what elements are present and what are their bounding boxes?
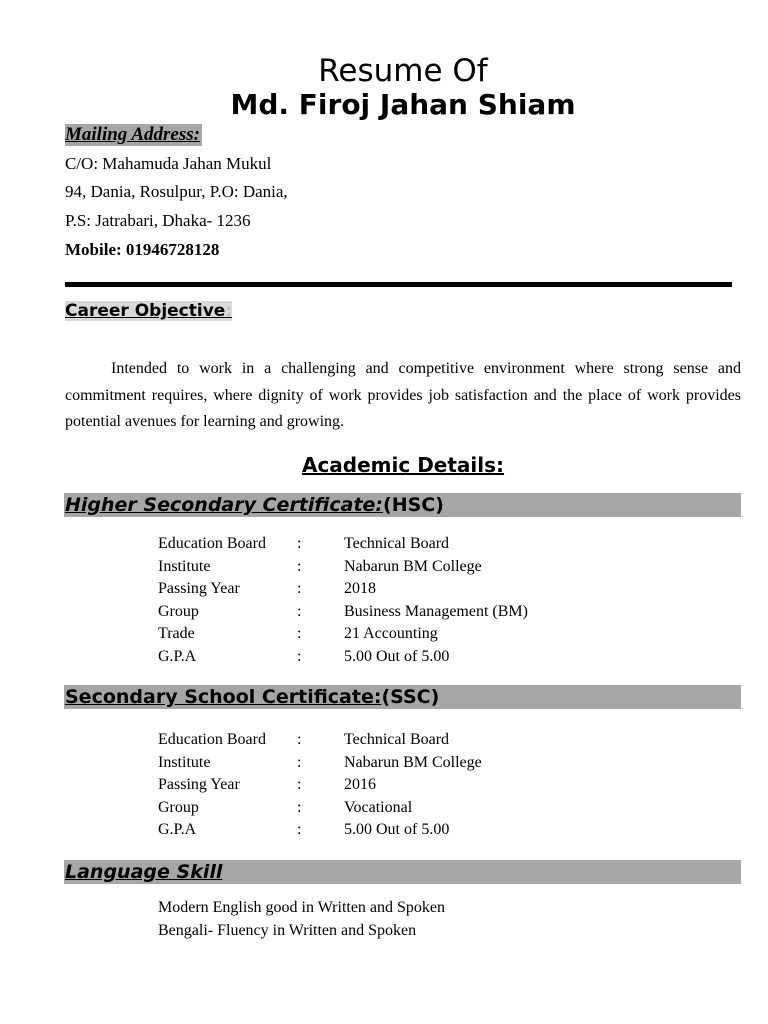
ssc-heading-suffix: (SSC) [381, 686, 440, 708]
row-value: 5.00 Out of 5.00 [344, 648, 450, 665]
ssc-heading-title: Secondary School Certificate: [65, 686, 382, 708]
hsc-heading-title: Higher Secondary Certificate: [65, 494, 384, 516]
row-value: 2016 [344, 776, 376, 793]
row-key: Education Board [158, 731, 266, 748]
row-key: Education Board [158, 535, 266, 552]
row-separator: : [297, 731, 302, 748]
resume-title: Resume Of [318, 53, 488, 89]
candidate-name: Md. Firoj Jahan Shiam [230, 88, 576, 121]
address-line-1: C/O: Mahamuda Jahan Mukul [65, 154, 272, 173]
row-separator: : [297, 625, 302, 642]
mailing-address-heading: Mailing Address: [65, 124, 200, 145]
career-objective-label: Career Objective [65, 301, 226, 321]
address-line-3: P.S: Jatrabari, Dhaka- 1236 [65, 211, 251, 230]
mobile-number: Mobile: 01946728128 [65, 240, 220, 259]
row-key: Institute [158, 558, 211, 575]
row-key: Passing Year [158, 580, 240, 597]
language-heading-title: Language Skill [65, 861, 223, 883]
row-value: 2018 [344, 580, 376, 597]
row-value: Nabarun BM College [344, 754, 482, 771]
ssc-heading [65, 684, 439, 710]
row-value: Technical Board [344, 535, 450, 552]
row-separator: : [297, 580, 302, 597]
career-objective-heading [65, 301, 232, 321]
row-key: Group [158, 799, 199, 816]
row-value: Nabarun BM College [344, 558, 482, 575]
row-separator: : [297, 799, 302, 816]
language-section-bar [64, 860, 741, 884]
row-key: G.P.A [158, 648, 197, 665]
language-item: Bengali- Fluency in Written and Spoken [158, 922, 417, 939]
row-value: 21 Accounting [344, 625, 438, 642]
row-separator: : [297, 821, 302, 838]
hsc-heading [65, 492, 444, 518]
career-objective-colon: : [225, 301, 233, 321]
row-separator: : [297, 603, 302, 620]
row-separator: : [297, 558, 302, 575]
row-value: 5.00 Out of 5.00 [344, 821, 450, 838]
ssc-section-bar [64, 685, 741, 709]
address-line-2: 94, Dania, Rosulpur, P.O: Dania, [65, 182, 288, 201]
row-separator: : [297, 754, 302, 771]
row-separator: : [297, 776, 302, 793]
hsc-section-bar [64, 493, 741, 517]
row-value: Business Management (BM) [344, 603, 528, 620]
divider-rule [65, 282, 732, 287]
row-key: Trade [158, 625, 195, 642]
row-key: Group [158, 603, 199, 620]
row-key: G.P.A [158, 821, 197, 838]
row-key: Institute [158, 754, 211, 771]
language-item: Modern English good in Written and Spoken [158, 899, 446, 916]
row-separator: : [297, 648, 302, 665]
row-value: Vocational [344, 799, 413, 816]
hsc-heading-suffix: (HSC) [383, 494, 444, 516]
language-heading [65, 859, 222, 885]
row-value: Technical Board [344, 731, 450, 748]
academic-details-heading: Academic Details: [301, 453, 505, 477]
career-objective-text: Intended to work in a challenging and competitive environment where strong sense and commitment requires, where dignity of work provides job satisfaction and the place of work provides potential avenues for learning and growing. [65, 360, 741, 430]
row-key: Passing Year [158, 776, 240, 793]
row-separator: : [297, 535, 302, 552]
